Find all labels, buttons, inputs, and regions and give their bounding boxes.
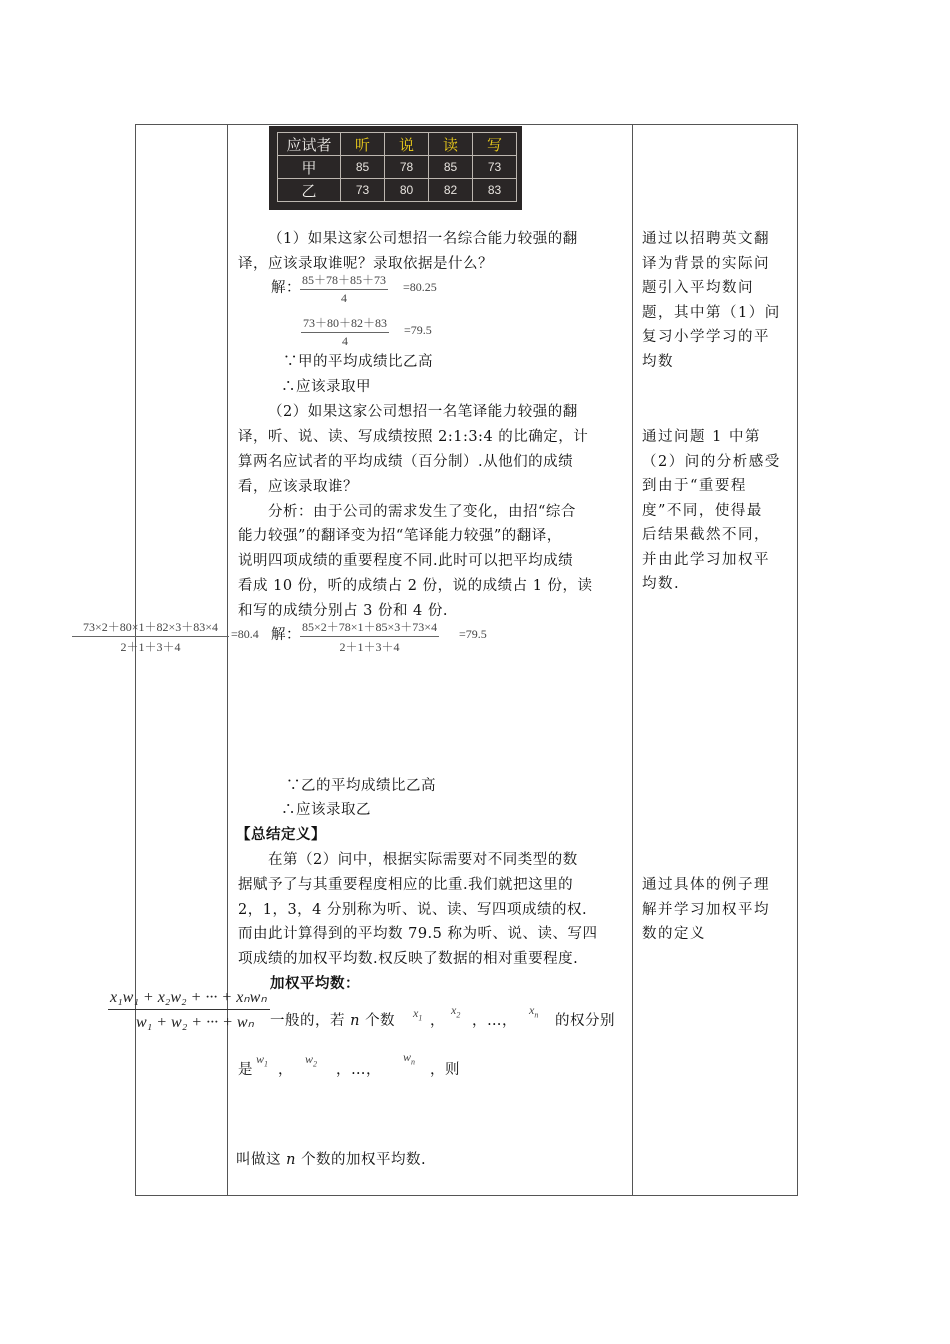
comma-1: ， bbox=[430, 1013, 445, 1029]
fraction-numerator: 73×2＋80×1＋82×3＋83×4 bbox=[72, 618, 229, 637]
ellipsis-2: ，…， bbox=[336, 1062, 381, 1078]
definition-n: n bbox=[350, 1013, 360, 1029]
q2-analysis-line1: 分析：由于公司的需求发生了变化，由招“综合 bbox=[268, 504, 576, 520]
fraction-numerator: 85×2＋78×1＋85×3＋73×4 bbox=[300, 618, 439, 637]
ellipsis-1: ，…， bbox=[472, 1013, 517, 1029]
var-xn: $x_n$ bbox=[529, 1003, 539, 1020]
row-name: 乙 bbox=[278, 179, 341, 202]
header-read: 读 bbox=[429, 133, 473, 156]
table-top-border bbox=[135, 124, 798, 125]
comma-2: ， bbox=[278, 1062, 293, 1078]
score-cell: 80 bbox=[385, 179, 429, 202]
score-cell: 82 bbox=[429, 179, 473, 202]
score-cell: 85 bbox=[429, 156, 473, 179]
definition-conclusion: 叫做这 n 个数的加权平均数. bbox=[236, 1152, 427, 1168]
q1-result-1: =80.25 bbox=[403, 280, 437, 294]
q1-therefore: ∴应该录取甲 bbox=[281, 379, 371, 395]
q2-line3: 算两名应试者的平均成绩（百分制）.从他们的成绩 bbox=[238, 454, 574, 470]
side-note-2: 通过问题 1 中第 （2）问的分析感受 到由于“重要程 度”不同，使得最 后结果截然不同， 并由此学习加权平 均数. bbox=[642, 429, 781, 592]
fraction-denominator: 4 bbox=[341, 291, 347, 305]
table-row bbox=[278, 156, 517, 179]
score-cell: 85 bbox=[341, 156, 385, 179]
q2-analysis-line3: 说明四项成绩的重要程度不同.此时可以把平均成绩 bbox=[238, 553, 574, 569]
score-table-header bbox=[278, 133, 517, 156]
q1-fraction-2 bbox=[301, 314, 389, 349]
var-wn: $w_n$ bbox=[403, 1050, 416, 1067]
q1-result-2: =79.5 bbox=[404, 323, 432, 337]
is-word: 是 bbox=[238, 1062, 253, 1078]
table-bottom-border bbox=[135, 1195, 798, 1196]
score-cell: 73 bbox=[473, 156, 517, 179]
column-divider-1 bbox=[227, 124, 228, 1196]
table-row bbox=[278, 179, 517, 202]
q2-line2: 译，听、说、读、写成绩按照 2:1:3:4 的比确定，计 bbox=[238, 429, 589, 445]
row-name: 甲 bbox=[278, 156, 341, 179]
fraction-denominator: 2＋1＋3＋4 bbox=[120, 640, 181, 654]
header-listen: 听 bbox=[341, 133, 385, 156]
side-note-1: 通过以招聘英文翻 译为背景的实际问 题引入平均数问 题，其中第（1）问 复习小学学习的平 均数 bbox=[642, 231, 781, 370]
definition-start: 一般的，若 bbox=[270, 1013, 345, 1029]
summary-heading: 【总结定义】 bbox=[236, 827, 326, 843]
q2-line4: 看，应该录取谁？ bbox=[238, 479, 358, 495]
fraction-denominator: 2＋1＋3＋4 bbox=[339, 640, 400, 654]
score-table-image bbox=[269, 126, 522, 210]
q2-fraction-b bbox=[72, 618, 229, 655]
table-left-border bbox=[135, 124, 136, 1196]
score-cell: 83 bbox=[473, 179, 517, 202]
fraction-numerator: 85＋78＋85＋73 bbox=[300, 271, 388, 290]
q2-result-b: =80.4 bbox=[231, 627, 259, 641]
summary-line5: 项成绩的加权平均数.权反映了数据的相对重要程度. bbox=[238, 951, 579, 967]
weighted-average-heading: 加权平均数： bbox=[270, 976, 360, 992]
summary-line1: 在第（2）问中，根据实际需要对不同类型的数 bbox=[268, 852, 578, 868]
score-cell: 78 bbox=[385, 156, 429, 179]
q1-line2: 译，应该录取谁呢？录取依据是什么？ bbox=[238, 256, 493, 272]
var-w2: $w_2$ bbox=[305, 1052, 318, 1069]
definition-mid: 个数 bbox=[365, 1013, 396, 1029]
formula-fraction-bar bbox=[108, 1009, 270, 1010]
var-w1: $w_1$ bbox=[256, 1052, 269, 1069]
var-x1: $x_1$ bbox=[413, 1006, 423, 1023]
definition-line bbox=[270, 1009, 395, 1034]
formula-numerator: x₁w₁ + x₂w₂ + ··· + xₙwₙ bbox=[110, 989, 267, 1006]
header-applicant: 应试者 bbox=[278, 133, 341, 156]
q2-analysis-line4: 看成 10 份，听的成绩占 2 份，说的成绩占 1 份，读 bbox=[238, 578, 593, 594]
q2-result-a: =79.5 bbox=[459, 627, 487, 641]
q2-because: ∵乙的平均成绩比乙高 bbox=[286, 778, 436, 794]
then-word: ，则 bbox=[430, 1062, 460, 1078]
side-note-3: 通过具体的例子理 解并学习加权平均 数的定义 bbox=[642, 877, 770, 942]
q1-solution-label: 解： bbox=[271, 280, 301, 296]
q2-therefore: ∴应该录取乙 bbox=[281, 802, 371, 818]
q2-analysis-line5: 和写的成绩分别占 3 份和 4 份. bbox=[238, 603, 448, 619]
summary-line3: 2，1，3，4 分别称为听、说、读、写四项成绩的权. bbox=[238, 902, 588, 918]
q1-because: ∵甲的平均成绩比乙高 bbox=[283, 354, 433, 370]
header-speak: 说 bbox=[385, 133, 429, 156]
q2-line1: （2）如果这家公司想招一名笔译能力较强的翻 bbox=[268, 404, 578, 420]
score-cell: 73 bbox=[341, 179, 385, 202]
header-write: 写 bbox=[473, 133, 517, 156]
column-divider-2 bbox=[632, 124, 633, 1196]
var-x2: $x_2$ bbox=[451, 1003, 461, 1020]
table-right-border bbox=[797, 124, 798, 1196]
q2-fraction-a bbox=[300, 618, 439, 655]
summary-line2: 据赋予了与其重要程度相应的比重.我们就把这里的 bbox=[238, 877, 574, 893]
fraction-numerator: 73＋80＋82＋83 bbox=[301, 314, 389, 333]
q1-fraction-1 bbox=[300, 271, 388, 306]
q2-analysis-line2: 能力较强”的翻译变为招“笔译能力较强”的翻译， bbox=[238, 528, 562, 544]
formula-denominator: w₁ + w₂ + ··· + wₙ bbox=[136, 1014, 254, 1031]
q2-solution-label: 解： bbox=[271, 627, 301, 643]
summary-line4: 而由此计算得到的平均数 79.5 称为听、说、读、写四 bbox=[238, 926, 598, 942]
score-table bbox=[277, 132, 517, 202]
q1-line1: （1）如果这家公司想招一名综合能力较强的翻 bbox=[268, 231, 578, 247]
definition-end: 的权分别 bbox=[555, 1013, 615, 1029]
fraction-denominator: 4 bbox=[342, 334, 348, 348]
